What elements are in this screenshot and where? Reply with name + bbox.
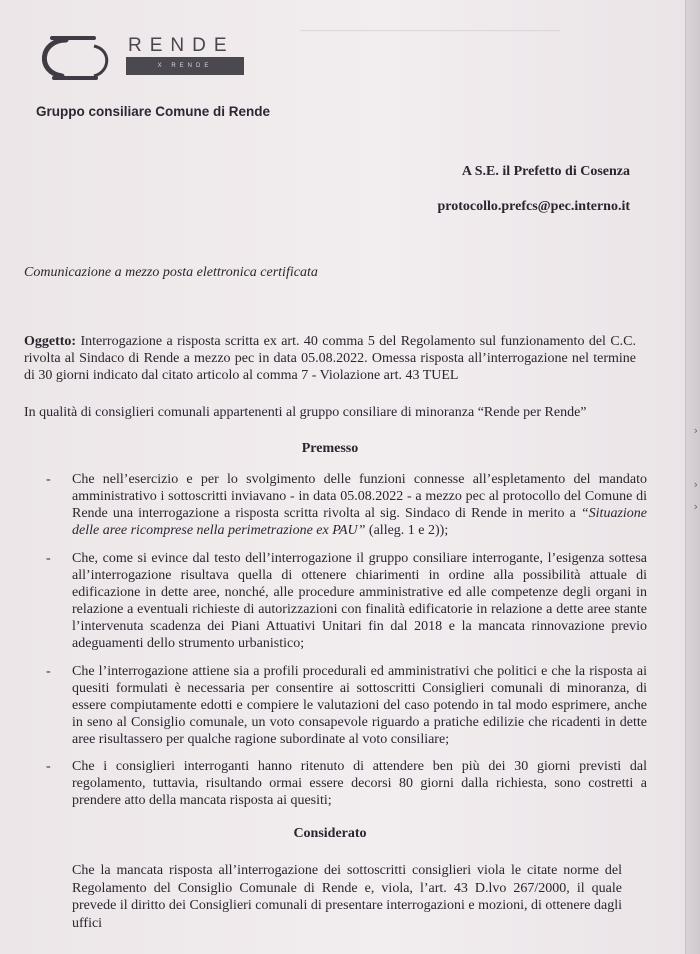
subject bbox=[24, 333, 636, 384]
list-dash: - bbox=[46, 472, 51, 487]
considerato-paragraph: Che la mancata risposta all’interrogazione dei sottoscritti consiglieri viola le citate norme del Regolamento del Consiglio Comunale di Rende e, viola, l’art. 43 D.lvo 267/2000, il quale prevede il diritto dei Consiglieri comunali di presentare interrogazioni e mozioni, di ottenere dagli uffici bbox=[72, 863, 622, 931]
list-dash: - bbox=[46, 759, 51, 774]
recipient-email: protocollo.prefcs@pec.interno.it bbox=[437, 199, 630, 214]
subject-text: Interrogazione a risposta scritta ex art. 40 comma 5 del Regolamento sul funzionamento del C.C. rivolta al Sindaco di Rende a mezzo pec in data 05.08.2022. Omessa risposta all’interrogazione nel termine di 30 giorni indicato dal citato articolo al comma 7 - Violazione art. 43 TUEL bbox=[24, 334, 637, 383]
logo-subtext: X RENDE bbox=[126, 57, 244, 75]
list-item-text bbox=[72, 471, 647, 539]
list-item-text: Che, come si evince dal testo dell’interrogazione il gruppo consiliare interrogante, l’esigenza sottesa all’interrogazione risultava quella di ottenere chiarimenti in ordine alla possibilità attuale di edificazione in dette aree, nonché, alle procedure amministrative ed alle competenze degli organi in relazione a eventuali richieste di autorizzazioni con finalità edificatorie in relazione a dette aree stante l’intervenuta scadenza dei Piani Attuativi Unitari fin dal 2018 e la mancata rinnovazione previo adeguamenti dello strumento urbanistico; bbox=[72, 551, 647, 651]
logo-wordmark: RENDE bbox=[128, 35, 235, 56]
item-text-italic: “Situazione delle aree ricomprese nella perimetrazione ex PAU” bbox=[72, 506, 647, 538]
list-dash: - bbox=[46, 664, 51, 679]
rende-logo bbox=[32, 32, 262, 87]
recipient: A S.E. il Prefetto di Cosenza bbox=[461, 164, 630, 179]
page-edge: › › › bbox=[685, 0, 700, 954]
considerato-heading: Considerato bbox=[293, 826, 367, 841]
list-item-text: Che i consiglieri interroganti hanno ritenuto di attendere ben più dei 30 giorni previsti dal regolamento, tuttavia, risultando ormai essere decorsi 80 giorni dalla richiesta, sono costretti a prendere atto della mancata risposta ai quesiti; bbox=[72, 759, 647, 808]
premesso-heading: Premesso bbox=[301, 441, 359, 456]
intro-paragraph: In qualità di consiglieri comunali appartenenti al gruppo consiliare di minoranza “Rende per Rende” bbox=[24, 405, 587, 420]
list-item-text: Che l’interrogazione attiene sia a profili procedurali ed amministrativi che politici e che la risposta ai quesiti formulati è necessaria per consentire ai sottoscritti Consiglieri comunali di minoranza, di essere compiutamente edotti e compiere le valutazioni del caso potendo in tal modo esprimere, anche in seno al Consiglio comunale, un voto consapevole riguardo a pratiche edilizie che ricadenti in dette aree risultassero per qualche ragione subordinate al voto consiliare; bbox=[72, 664, 647, 747]
item-text-part: Che nell’esercizio e per lo svolgimento delle funzioni connesse all’espletamento del mandato amministrativo i sottoscritti inviavano - in data 05.08.2022 - a mezzo pec al protocollo del Comune di Rende una interrogazione a risposta scritta rivolta al sig. Sindaco di Rende in merito a bbox=[72, 472, 647, 521]
document-page: ———————————————————— RENDE X RENDE Gruppo consiliare Comune di Rende A S.E. il Prefetto di Cosenza protocollo.prefcs@pec.interno.it Comunicazione a mezzo posta elettronica certificata Oggetto: Interrogazione a risposta scritta ex art. 40 comma 5 del Regolamento sul funzionamento del C.C. rivolta al Sindaco di Rende a mezzo pec in data 05.08.2022. Omessa risposta all’interrogazione nel termine di 30 giorni indicato dal citato articolo al comma 7 - Violazione art. 43 TUEL In qualità di consiglieri comunali appartenenti al gruppo consiliare di minoranza “Rende per Rende” Premesso - Che nell’esercizio e per lo svolgimento delle funzioni connesse all’espletamento del mandato amministrativo i sottoscritti inviavano - in data 05.08.2022 - a mezzo pec al protocollo del Comune di Rende una interrogazione a risposta scritta rivolta al sig. Sindaco di Rende in merito a “Situazione delle aree ricomprese nella perimetrazione ex PAU” (alleg. 1 e 2)); - Che, come si evince dal testo dell’interrogazione il gruppo consiliare interrogante, l’esigenza sottesa all’interrogazione risultava quella di ottenere chiarimenti in ordine alla possibilità attuale di edificazione in dette aree, nonché, alle procedure amministrative ed alle competenze degli organi in relazione a eventuali richieste di autorizzazioni con finalità edificatorie in relazione a dette aree stante l’intervenuta scadenza dei Piani Attuativi Unitari fin dal 2018 e la mancata rinnovazione previo adeguamenti dello strumento urbanistico; - Che l’interrogazione attiene sia a profili procedurali ed amministrativi che politici e che la risposta ai quesiti formulati è necessaria per consentire ai sottoscritti Consiglieri comunali di minoranza, di essere compiutamente edotti e compiere le valutazioni del caso potendo in tal modo esprimere, anche in seno al Consiglio comunale, un voto consapevole riguardo a pratiche edilizie che ricadenti in dette aree risultassero per qualche ragione subordinate al voto consiliare; - Che i consiglieri interroganti hanno ritenuto di attendere ben più dei 30 giorni previsti dal regolamento, tuttavia, risultando ormai essere decorsi 80 giorni dalla richiesta, sono costretti a prendere atto della mancata risposta ai quesiti; Considerato Che la mancata risposta all’interrogazione dei sottoscritti consiglieri viola le citate norme del Regolamento del Consiglio Comunale di Rende e, viola, l’art. 43 D.lvo 267/2000, il quale prevede il diritto dei Consiglieri comunali di presentare interrogazioni e mozioni, di ottenere dagli uffici › › › bbox=[0, 0, 700, 954]
group-name: Gruppo consiliare Comune di Rende bbox=[36, 104, 271, 119]
list-dash: - bbox=[46, 551, 51, 566]
subject-label: Oggetto: bbox=[24, 334, 77, 349]
communication-method: Comunicazione a mezzo posta elettronica certificata bbox=[24, 265, 318, 280]
rende-logo-icon bbox=[32, 32, 122, 87]
item-text-part: (alleg. 1 e 2)); bbox=[365, 523, 449, 538]
